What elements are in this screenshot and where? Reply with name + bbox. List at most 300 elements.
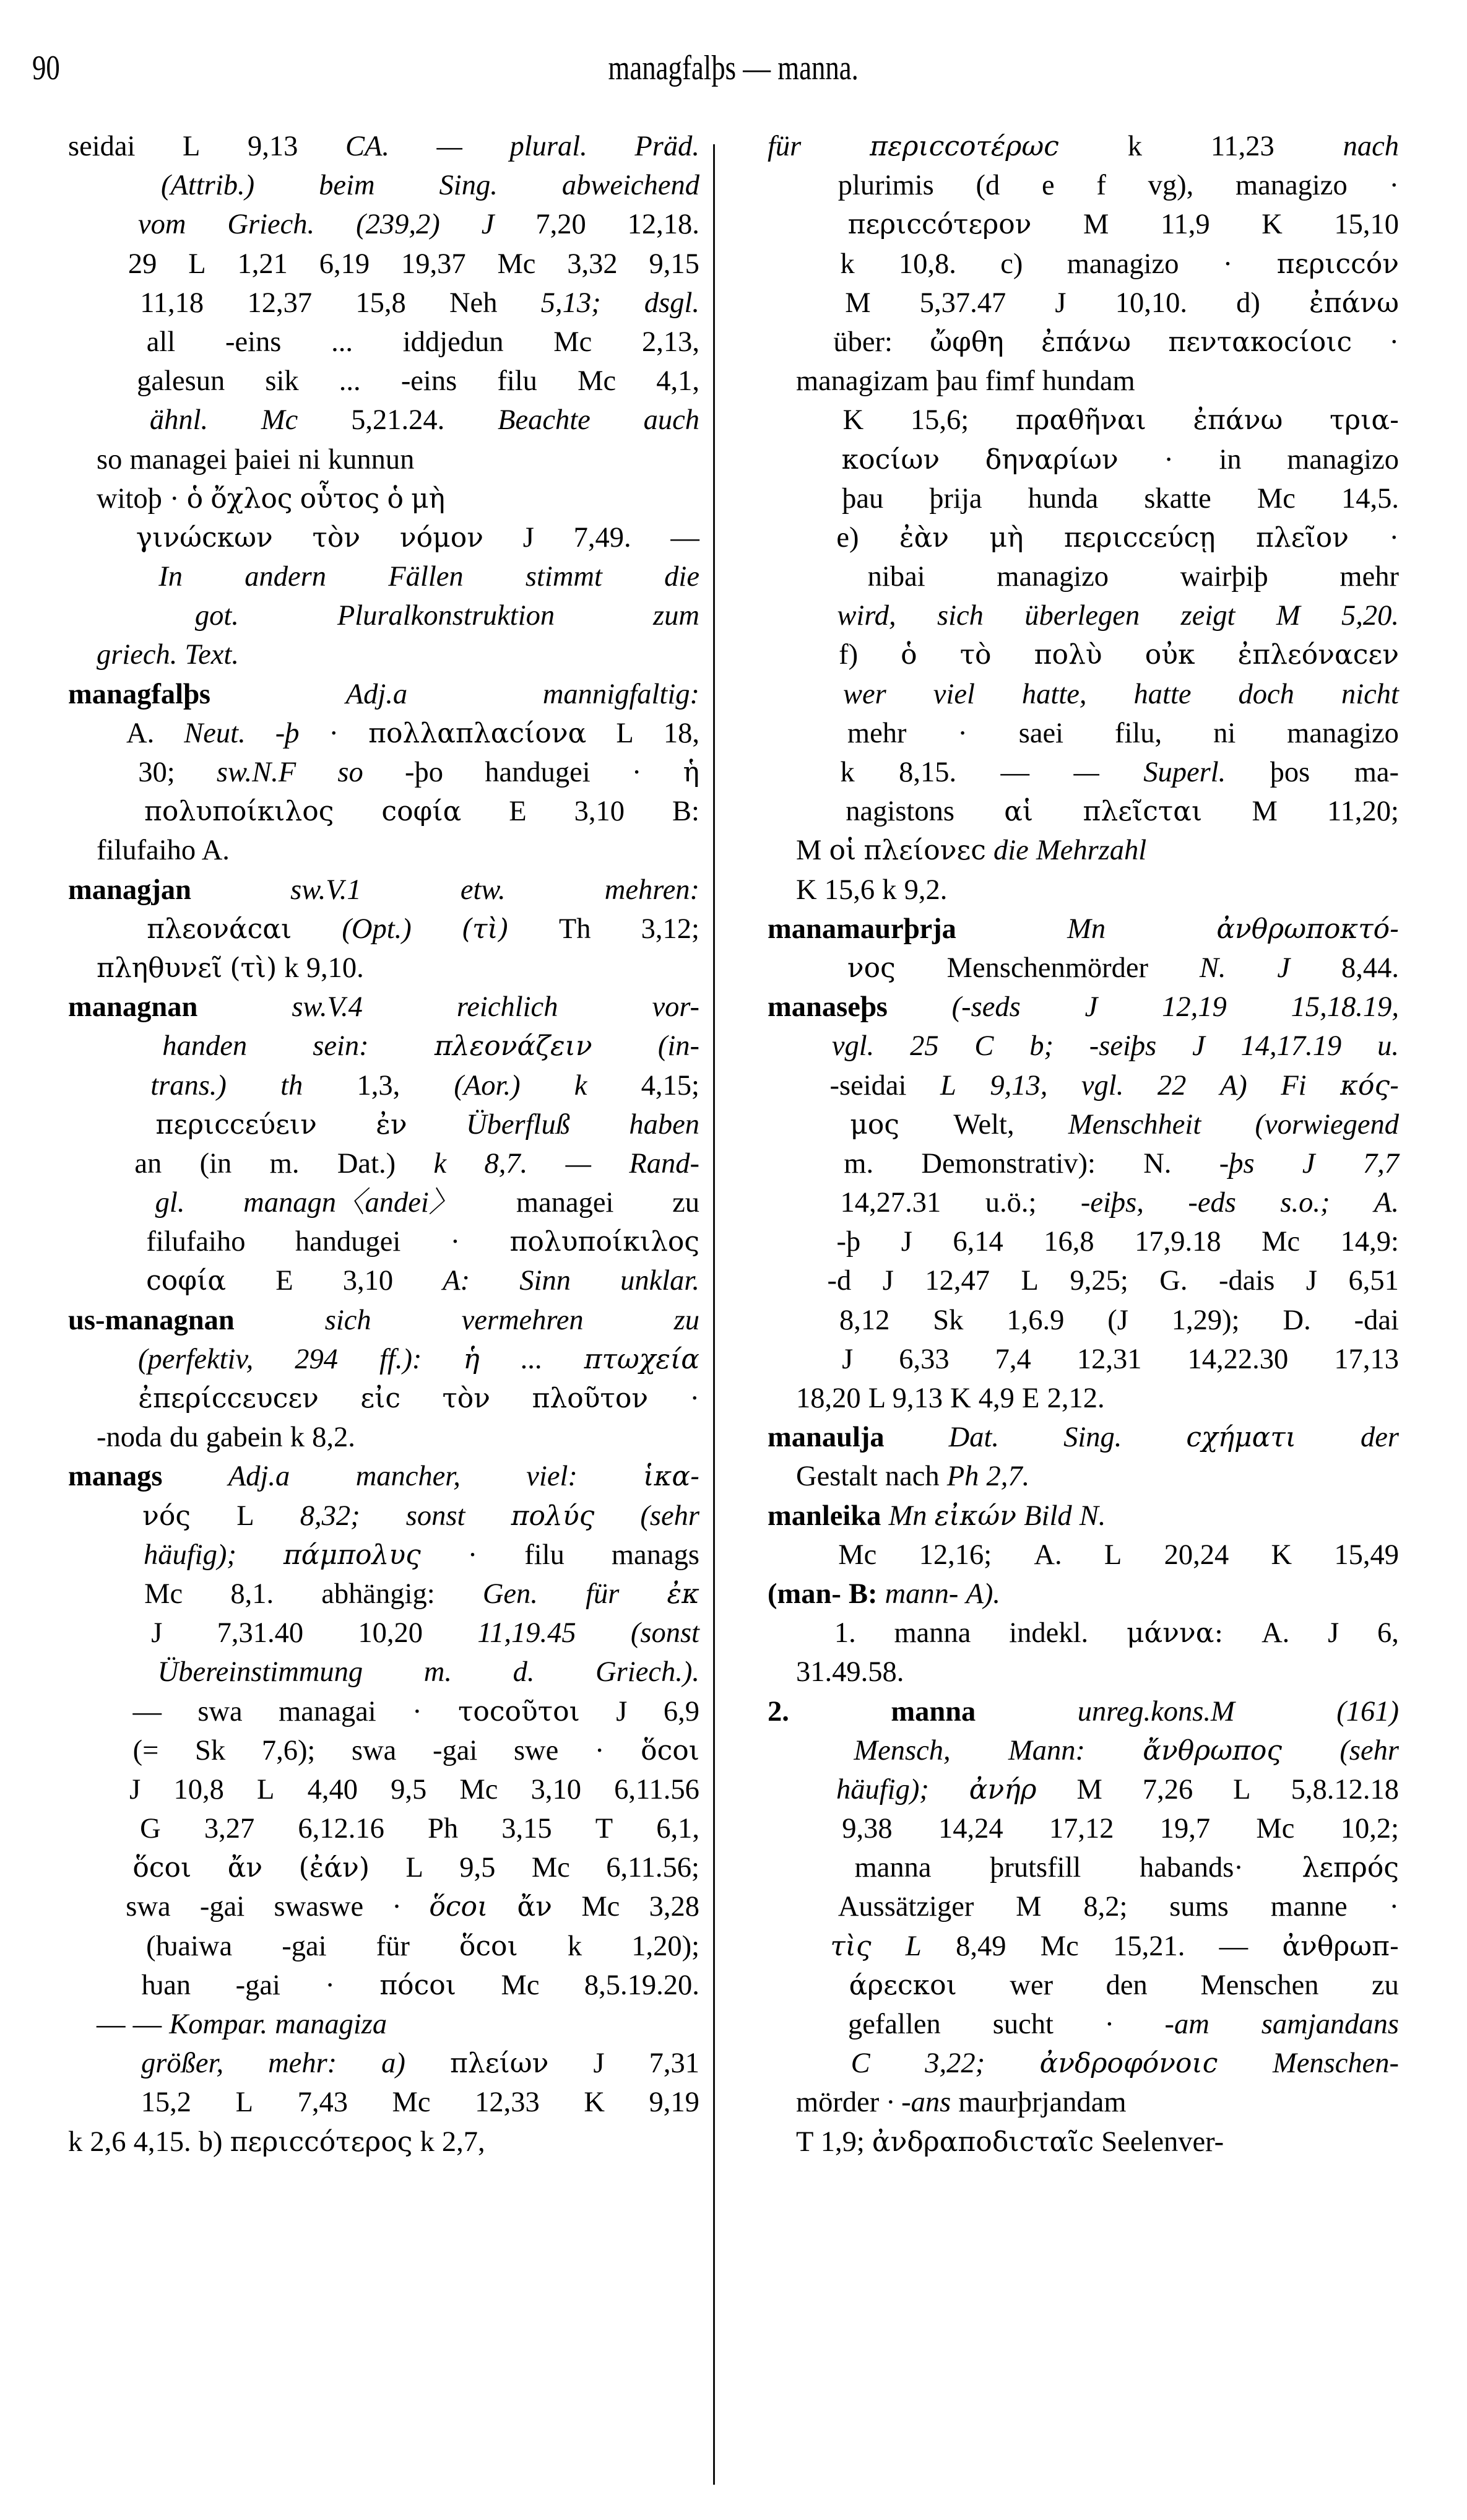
reference-text: 3,10 [574,796,625,828]
reference-text: all [146,326,176,358]
reference-text: Mc [1256,1813,1295,1845]
reference-text: 9,15 [649,248,699,280]
text-line [768,127,1399,166]
reference-text: T [796,2126,813,2158]
reference-text: 14,27.31 [840,1187,941,1219]
gloss-text: N. [1079,1500,1106,1532]
greek-citation: αἱ [1004,796,1034,828]
reference-text: managizo [1067,248,1179,280]
reference-text: filu [524,1539,565,1571]
gloss-text: -eds [1188,1187,1236,1219]
text-line [768,1966,1399,2005]
reference-text: e [1041,170,1055,202]
reference-text: f) [839,639,859,671]
reference-text: · [690,1383,699,1414]
gloss-text: In [158,561,183,593]
line-indent [768,362,796,401]
reference-text: 9,5 [459,1852,496,1884]
line-indent [68,596,97,635]
reference-text: J [842,1343,854,1375]
greek-citation: πλεῖϲται [1083,796,1203,828]
reference-text: 8,2. [312,1422,355,1454]
entry-headword: manna [891,1695,976,1727]
text-line [768,1261,1399,1300]
reference-text: · [958,717,967,749]
reference-text: vg), [1148,170,1194,202]
reference-text: b) [198,2126,223,2158]
reference-text: Mc [1261,1226,1300,1258]
greek-citation: ὅϲοι [641,1734,699,1766]
line-indent [768,792,796,831]
reference-text: 3,32 [567,248,618,280]
gloss-text: ϲχήματι [1186,1422,1296,1454]
reference-text: filufaiho [97,835,196,867]
entry-headword: manags [68,1461,163,1493]
gloss-text: (Attrib.) [161,170,255,202]
text-line [68,205,699,244]
reference-text: E [1022,1383,1040,1414]
text-line [68,440,699,479]
gloss-text: 14,17.19 [1240,1030,1342,1062]
reference-text: Menschenmörder [946,952,1149,984]
greek-citation: νόμον [399,521,483,554]
gloss-text: ἀνήρ [969,1773,1037,1805]
gloss-text: C [850,2048,870,2080]
greek-citation: μὴ [989,521,1024,554]
reference-text: · [1389,1891,1399,1923]
reference-text: handugei [485,757,591,788]
folio-number: 90 [32,49,60,87]
gloss-text: der [1361,1422,1399,1454]
reference-text: 29 [128,248,157,280]
gloss-text: Gen. [482,1578,538,1610]
reference-text: 7,49. [573,521,631,554]
greek-citation: ἐπάνω [1309,287,1399,319]
line-indent [768,1536,796,1575]
reference-text: (ƕaiwa [146,1930,233,1962]
gloss-text: viel: [526,1461,578,1493]
gloss-text: Fi [1281,1069,1307,1101]
entry-headword: managjan [68,874,191,906]
reference-text: J [593,2048,605,2080]
text-line [768,1222,1399,1261]
reference-text: 6,1, [656,1813,699,1845]
text-line [68,1340,699,1379]
gloss-text: J [1302,1147,1315,1180]
reference-text: -gai [235,1969,280,2001]
greek-citation: πολλαπλαϲίονα [368,717,587,749]
text-line [768,675,1399,714]
reference-text: seidai [68,131,136,162]
gloss-text: 5,20. [1341,600,1399,632]
line-indent [68,1692,97,1731]
line-indent [68,1105,97,1144]
reference-text: 8,15. [899,757,957,788]
text-line [68,1927,699,1966]
reference-text: 7,6); [261,1734,316,1766]
line-indent [68,166,97,205]
text-line [768,1183,1399,1222]
reference-text: -gai [282,1930,327,1962]
reference-text: 8,2; [1083,1891,1128,1923]
reference-text: 11,23 [1210,131,1274,162]
gloss-text: 3,22; [925,2048,985,2080]
gloss-text: nicht [1341,678,1399,710]
reference-text: managizo [1287,717,1399,749]
gloss-text: A. [1374,1187,1399,1219]
greek-citation: πραθῆναι [1015,404,1146,437]
reference-text: 3,10 [530,1773,581,1805]
reference-text: M [1083,209,1109,241]
text-line [68,1144,699,1183]
line-indent [768,2083,796,2122]
reference-text: -noda [97,1422,162,1454]
gloss-text: Mc [261,404,298,437]
reference-text: L [236,1500,254,1532]
gloss-text: beim [319,170,375,202]
reference-text: 11,18 [140,287,204,319]
reference-text: manne [1270,1891,1348,1923]
gloss-text: 8,7. [484,1147,528,1180]
gloss-text: unreg.kons.M [1077,1695,1235,1727]
gloss-text: N. [1199,952,1226,984]
text-line [768,1536,1399,1575]
text-line [68,792,699,831]
gloss-text: Kompar. [169,2009,268,2040]
line-indent [768,2005,796,2044]
text-line [768,323,1399,362]
greek-citation: ἐπάνω [1041,326,1131,358]
gloss-text: πλεονάζειν [434,1030,592,1062]
entry-headword: B: [848,1578,878,1610]
gloss-text: -seiþs [1089,1030,1157,1062]
text-line [68,714,699,753]
reference-text: u.ö.; [985,1187,1037,1219]
entry-headword: (man- [768,1578,841,1610]
greek-citation: ὁ [186,482,204,515]
gloss-text: · [1105,2009,1113,2040]
reference-text: 3,15 [501,1813,552,1845]
gloss-text: Griech. [227,209,315,241]
reference-text: hunda [1028,482,1099,515]
greek-citation: πλείονεϲ [863,835,986,867]
gloss-text: A) [1219,1069,1247,1101]
gloss-text: -ans [901,2087,951,2119]
line-indent [68,635,97,674]
gloss-text: vom [137,209,186,241]
line-indent [768,1966,796,2005]
reference-text: 11,20; [1327,796,1399,828]
reference-text: Mc [459,1773,498,1805]
reference-text: Demonstrativ): [921,1147,1096,1180]
reference-text: Menschen [1200,1969,1319,2001]
line-indent [68,831,97,870]
reference-text: k [420,2126,435,2158]
text-line [768,1066,1399,1105]
line-indent [68,1927,97,1966]
reference-text: swa [197,1695,243,1727]
reference-text: -eins [400,365,457,398]
reference-text: A. [126,717,155,749]
line-indent [68,792,97,831]
gloss-text: ἄνθρωπος [1143,1734,1283,1766]
gloss-text: Pluralkonstruktion [337,600,555,632]
reference-text: B: [672,796,699,828]
gloss-text: nach [1343,131,1399,162]
reference-text: L [257,1773,275,1805]
reference-text: 4,40 [307,1773,358,1805]
reference-text: — [1000,757,1030,788]
reference-text: · [1389,521,1399,554]
reference-text: þrutsfill [990,1852,1081,1884]
line-indent [68,1497,97,1536]
greek-citation: τὸν [312,521,361,554]
reference-text: 1,20); [631,1930,699,1962]
gloss-text: so [337,757,363,788]
reference-text: habands· [1139,1852,1244,1884]
greek-citation: ὄχλος [210,482,293,515]
text-line [68,1653,699,1692]
gloss-text: doch [1238,678,1294,710]
gloss-text: (τὶ) [461,913,509,945]
greek-citation: ἄν [227,1852,263,1884]
reference-text: witoþ [97,482,162,515]
line-indent [68,362,97,401]
reference-text: 3,27 [204,1813,255,1845]
gloss-text: hatte, [1021,678,1087,710]
text-line [768,2122,1399,2162]
greek-citation: τοϲοῦτοι [458,1695,580,1727]
reference-text: 14,22.30 [1187,1343,1289,1375]
gloss-text: -am [1164,2009,1210,2040]
text-line [68,831,699,870]
gloss-text: b; [1029,1030,1054,1062]
reference-text: 17,13 [1334,1343,1399,1375]
greek-citation: πόϲοι [379,1969,457,2001]
gloss-text: ἱκα- [643,1461,699,1493]
reference-text: 11,9 [1160,209,1210,241]
reference-text: maurþrjandam [958,2087,1127,2119]
line-indent [768,675,796,714]
greek-citation: ϲοφία [146,1265,227,1297]
gloss-text: εἰκών [934,1500,1017,1532]
reference-text: 9,19 [649,2087,699,2119]
gloss-text: k [433,1147,447,1180]
reference-text: Mc [1040,1930,1079,1962]
reference-text: 31.49.58. [796,1656,904,1688]
reference-text: · [631,757,642,788]
reference-text: G. [1159,1265,1188,1297]
text-line [768,1848,1399,1887]
line-indent [68,1183,97,1222]
reference-text: þau [842,482,884,515]
reference-text: · [170,482,180,515]
gloss-text: th [280,1069,303,1101]
gloss-text: πάμπολυς [283,1539,421,1571]
gloss-text: (vorwiegend [1255,1108,1399,1141]
reference-text: Dat.) [337,1147,396,1180]
gloss-text: L [905,1930,922,1962]
gloss-text: 25 [910,1030,939,1062]
text-line [768,753,1399,792]
reference-text: manna [894,1617,971,1649]
gloss-text: Menschen- [1273,2048,1399,2080]
reference-text: Mc [581,1891,620,1923]
reference-text: 3,12; [641,913,699,945]
text-line [768,831,1399,870]
greek-citation: λεπρός [1302,1852,1399,1884]
reference-text: M [1252,796,1278,828]
reference-text: galesun [137,365,225,398]
reference-text: du [170,1422,199,1454]
reference-text: 3,28 [649,1891,699,1923]
reference-text: L [235,2087,253,2119]
gloss-text: überlegen [1024,600,1140,632]
greek-citation: πλεονάϲαι [147,913,292,945]
reference-text: M [796,835,822,867]
gloss-text: trans.) [150,1069,227,1101]
gloss-text: -þs [1219,1147,1255,1180]
text-line [68,2083,699,2122]
gloss-text: a) [381,2048,405,2080]
gloss-text: J [481,209,495,241]
line-indent [768,479,796,518]
gloss-text: Fällen [388,561,464,593]
gloss-text: sich [324,1304,371,1336]
reference-text: 5,8.12.18 [1291,1773,1399,1805]
reference-text: M [1076,1773,1102,1805]
gloss-text: Griech.). [595,1656,699,1688]
reference-text: f [1096,170,1106,202]
reference-text: 12,33 [475,2087,540,2119]
line-indent [768,205,796,244]
text-line [68,2005,699,2044]
gloss-text: (in- [657,1030,699,1062]
gloss-text: für [768,131,802,162]
gloss-text: Dat. [948,1422,1000,1454]
reference-text: fimf [985,365,1035,398]
reference-text: wairþiþ [1180,561,1268,593]
gloss-text: sein: [313,1030,369,1062]
line-indent [768,2122,796,2162]
gloss-text: (Opt.) [342,913,412,945]
gloss-text: Text. [184,639,239,671]
reference-text: 15,21. [1113,1930,1185,1962]
reference-text: über: [833,326,893,358]
gloss-text: Sing. [439,170,498,202]
gloss-text: ὅϲοι [429,1891,488,1923]
reference-text: Neh [449,287,498,319]
line-indent [768,1144,796,1183]
gloss-text: wer [843,678,886,710]
greek-citation: πλεῖον [1255,521,1349,554]
gloss-text: Übereinstimmung [157,1656,363,1688]
reference-text: Gestalt [796,1461,878,1493]
gloss-text: sw.V.4 [292,991,363,1023]
greek-citation: πεντακοϲίοιϲ [1168,326,1352,358]
greek-citation: περιϲϲότερος [230,2126,413,2158]
reference-text: L [183,131,201,162]
gloss-text: häufig); [836,1773,929,1805]
reference-text: Aussätziger [837,1891,974,1923]
reference-text: swaswe [274,1891,364,1923]
gloss-text: zeigt [1180,600,1235,632]
reference-text: 7,31.40 [217,1617,304,1649]
gloss-text: wird, [837,600,896,632]
text-line [68,675,699,714]
gloss-text: τὶς [830,1930,872,1962]
greek-citation: ϲοφία [381,796,462,828]
line-indent [68,245,97,284]
reference-text: · [325,1969,335,2001]
gloss-text: κός- [1340,1069,1399,1101]
text-line [68,1379,699,1418]
gloss-text: Mn [1067,913,1106,945]
text-line [68,284,699,323]
reference-text: L [868,1383,885,1414]
gloss-text: m. [423,1656,452,1688]
reference-text: (= [132,1734,159,1766]
reference-text: nach [885,1461,940,1493]
reference-text: 9,10. [306,952,364,984]
line-indent [768,1105,796,1144]
reference-text: 6,9 [663,1695,699,1727]
gloss-text: reichlich [456,991,558,1023]
line-indent [768,518,796,557]
text-line [768,988,1399,1027]
gloss-text: vgl. [831,1030,875,1062]
gloss-text: -þ [275,717,300,749]
reference-text: zu [672,1187,699,1219]
text-line [768,1692,1399,1731]
greek-citation: περιϲϲεύϲῃ [1063,521,1216,554]
reference-text: swa [352,1734,397,1766]
reference-text: 9,38 [842,1813,893,1845]
reference-text: (d [976,170,1000,202]
reference-text: 14,5. [1341,482,1399,515]
greek-citation: ἡ [683,757,699,788]
reference-text: 20,24 [1164,1539,1229,1571]
gloss-text: sonst [405,1500,465,1532]
text-line [68,1887,699,1926]
reference-text: 17,12 [1049,1813,1114,1845]
greek-citation: μάννα: [1126,1617,1224,1649]
reference-text: -gai [199,1891,245,1923]
greek-citation: (ἐάν) [298,1852,370,1884]
reference-text: 2,6 [90,2126,126,2158]
reference-text: K [950,1383,971,1414]
gloss-text: vgl. [1081,1069,1124,1101]
line-indent [68,1731,97,1770]
gloss-text: (239,2) [356,209,440,241]
reference-text: plurimis [837,170,934,202]
text-line [68,871,699,910]
reference-text: gefallen [847,2009,941,2040]
gloss-text: (perfektiv, [137,1343,254,1375]
reference-text: Welt, [953,1108,1015,1141]
reference-text: · [329,717,339,749]
reference-text: · [1389,326,1399,358]
line-indent [68,1653,97,1692]
gloss-text: J [1192,1030,1205,1062]
gloss-text: M [1276,600,1300,632]
reference-text: 7,43 [297,2087,348,2119]
text-line [68,1457,699,1496]
line-indent [768,1887,796,1926]
greek-citation: κοϲίων [841,443,940,476]
text-line [768,1927,1399,1966]
reference-text: M [845,287,871,319]
